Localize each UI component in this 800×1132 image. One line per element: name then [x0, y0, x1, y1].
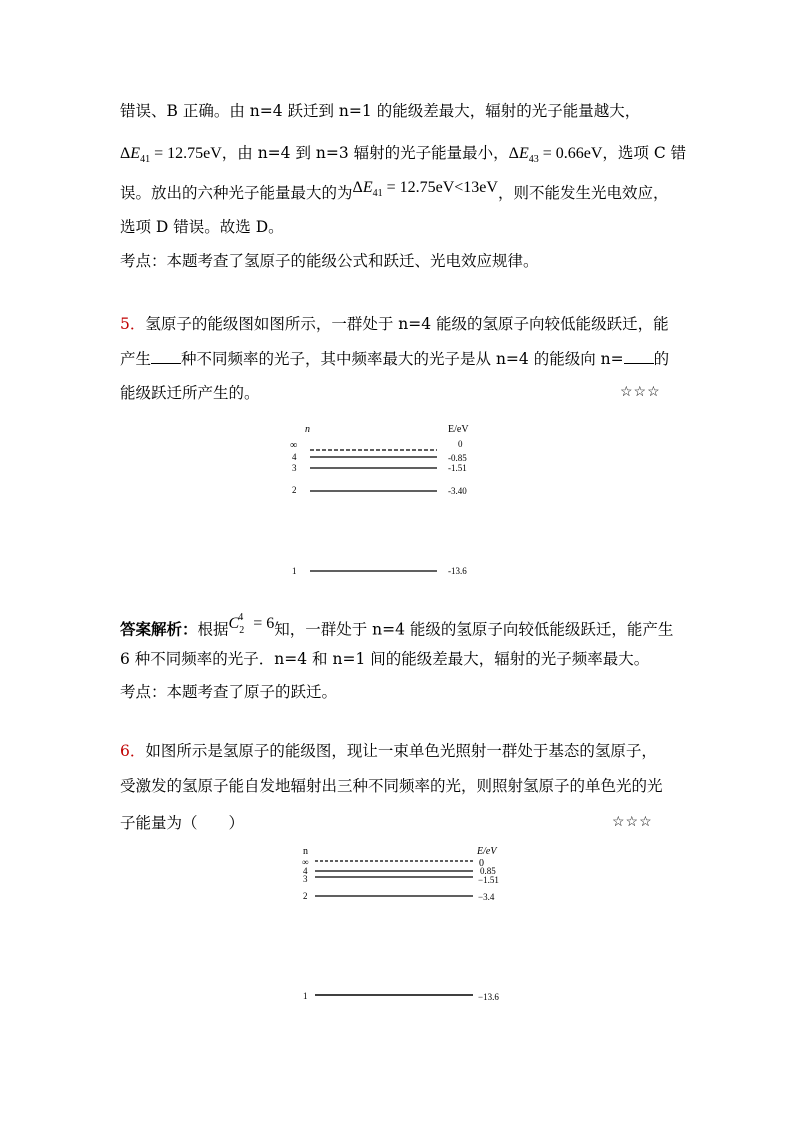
- energy-axis-label: E/eV: [448, 424, 469, 435]
- answer-blank-2: [624, 349, 654, 364]
- answer-5-line-1: 答案解析：根据$C_2^4 = 6$知，一群处于 n=4 能级的氢原子向较低能级跃迁，能产生: [120, 612, 674, 639]
- formula-combination: $C_2^4 = 6$: [228, 612, 275, 636]
- level-e-4: 0.85: [480, 866, 496, 876]
- difficulty-stars-q5: ☆☆☆: [620, 384, 661, 400]
- answer-label: 答案解析：: [120, 619, 198, 639]
- level-n-2: 2: [292, 485, 297, 495]
- level-n-4: 4: [303, 866, 308, 876]
- energy-level-diagram-q6: [295, 840, 525, 1010]
- question-6-number: 6．: [120, 742, 146, 760]
- explanation-line-4: 选项 D 错误。故选 D。: [120, 218, 284, 236]
- answer-blank-1: [151, 349, 181, 364]
- level-n-1: 1: [303, 991, 308, 1001]
- level-n-inf: ∞: [290, 440, 298, 451]
- explanation-line-3: 误。放出的六种光子能量最大的为$\Delta E_{41} = 12.75eV<13eV$，则不能发生光电效应，: [120, 179, 669, 202]
- energy-axis-label: E/eV: [477, 846, 497, 857]
- n-axis-label: n: [305, 424, 310, 435]
- knowledge-point-1: 考点：本题考查了氢原子的能级公式和跃迁、光电效应规律。: [120, 252, 539, 270]
- question-6-line-2: 受激发的氢原子能自发地辐射出三种不同频率的光，则照射氢原子的单色光的光: [120, 777, 663, 795]
- level-e-inf: 0: [479, 858, 484, 869]
- answer-5-line-2: 6 种不同频率的光子．n=4 和 n=1 间的能级差最大，辐射的光子频率最大。: [120, 650, 650, 668]
- question-5-line-1: 5．氢原子的能级图如图所示，一群处于 n=4 能级的氢原子向较低能级跃迁，能: [120, 315, 669, 333]
- formula-delta-e41: $\Delta E_{41} = 12.75eV$: [120, 145, 222, 166]
- formula-max-energy: $\Delta E_{41} = 12.75eV<13eV$: [352, 179, 498, 200]
- level-e-3: −1.51: [478, 875, 499, 885]
- formula-delta-e43: $\Delta E_{43} = 0.66eV$: [508, 145, 603, 166]
- level-e-3: -1.51: [448, 463, 467, 473]
- n-axis-label: n: [303, 846, 308, 857]
- level-e-2: −3.4: [478, 892, 495, 902]
- level-e-4: -0.85: [448, 453, 467, 463]
- level-e-1: −13.6: [478, 992, 499, 1002]
- explanation-line-1: 错误、B 正确。由 n=4 跃迁到 n=1 的能级差最大，辐射的光子能量越大，: [120, 102, 641, 120]
- question-5-line-3: 能级跃迁所产生的。: [120, 384, 260, 402]
- difficulty-stars-q6: ☆☆☆: [612, 814, 653, 830]
- level-n-3: 3: [292, 463, 297, 473]
- explanation-line-2: $\Delta E_{41} = 12.75eV$，由 n=4 到 n=3 辐射的光子能量最小，$\Delta E_{43} = 0.66eV$，选项 C 错: [120, 144, 687, 166]
- level-n-inf: ∞: [302, 857, 309, 867]
- level-e-1: -13.6: [448, 566, 467, 576]
- level-n-3: 3: [303, 874, 308, 884]
- level-e-inf: 0: [458, 439, 463, 449]
- question-5-number: 5．: [120, 315, 146, 333]
- level-n-4: 4: [292, 452, 297, 462]
- level-e-2: -3.40: [448, 486, 467, 496]
- question-5-line-2: 产生 种不同频率的光子，其中频率最大的光子是从 n=4 的能级向 n= 的: [120, 350, 670, 368]
- energy-level-diagram-q5: [280, 420, 500, 585]
- question-6-line-1: 6．如图所示是氢原子的能级图，现让一束单色光照射一群处于基态的氢原子，: [120, 742, 657, 760]
- level-n-1: 1: [292, 566, 297, 576]
- knowledge-point-2: 考点：本题考查了原子的跃迁。: [120, 683, 338, 701]
- question-6-line-3: 子能量为（ ）: [120, 814, 245, 832]
- level-n-2: 2: [303, 891, 308, 901]
